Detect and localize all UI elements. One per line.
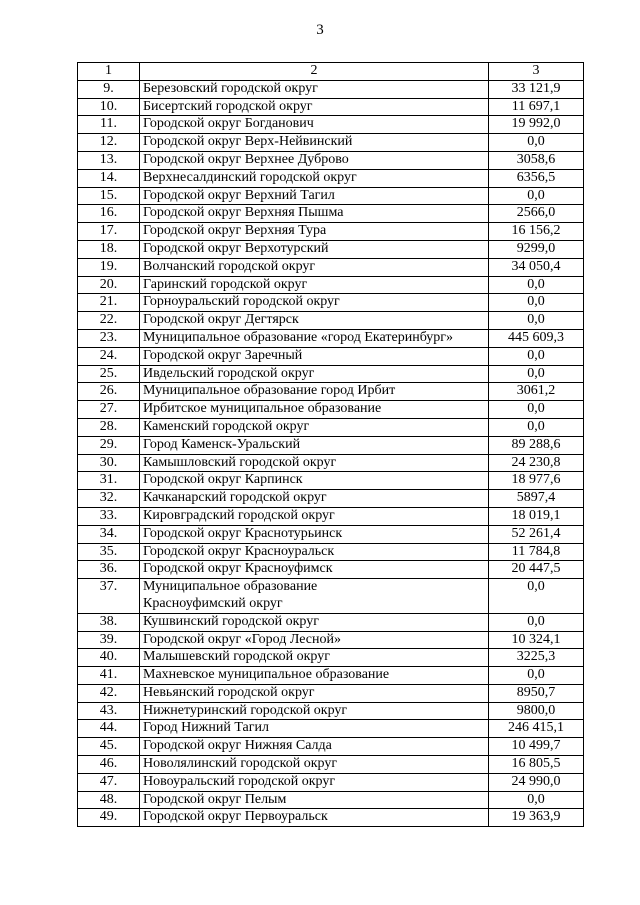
row-value: 3225,3 xyxy=(489,649,584,667)
row-number: 48. xyxy=(78,791,140,809)
table-row xyxy=(78,702,584,720)
row-municipality: Невьянский городской округ xyxy=(140,684,489,702)
row-municipality: Город Нижний Тагил xyxy=(140,720,489,738)
table-row xyxy=(78,187,584,205)
table-row xyxy=(78,347,584,365)
table-row xyxy=(78,720,584,738)
row-municipality: Ивдельский городской округ xyxy=(140,365,489,383)
row-municipality: Городской округ Верх-Нейвинский xyxy=(140,134,489,152)
row-number: 26. xyxy=(78,383,140,401)
row-municipality: Ирбитское муниципальное образование xyxy=(140,401,489,419)
row-value: 0,0 xyxy=(489,347,584,365)
row-municipality: Городской округ Верхняя Тура xyxy=(140,223,489,241)
row-municipality: Городской округ Нижняя Салда xyxy=(140,738,489,756)
row-municipality: Городской округ Пелым xyxy=(140,791,489,809)
row-value: 11 697,1 xyxy=(489,98,584,116)
table-row xyxy=(78,169,584,187)
table-row xyxy=(78,579,584,614)
table-row xyxy=(78,329,584,347)
row-municipality: Гаринский городской округ xyxy=(140,276,489,294)
header-cell-number: 1 xyxy=(78,63,140,81)
data-table xyxy=(77,62,584,827)
row-municipality: Городской округ Дегтярск xyxy=(140,312,489,330)
row-value: 445 609,3 xyxy=(489,329,584,347)
row-value: 24 230,8 xyxy=(489,454,584,472)
table-row xyxy=(78,543,584,561)
table-row xyxy=(78,667,584,685)
row-number: 29. xyxy=(78,436,140,454)
row-number: 13. xyxy=(78,151,140,169)
row-value: 0,0 xyxy=(489,365,584,383)
row-municipality: Бисертский городской округ xyxy=(140,98,489,116)
row-value: 20 447,5 xyxy=(489,561,584,579)
table-row xyxy=(78,490,584,508)
header-cell-name: 2 xyxy=(140,63,489,81)
row-municipality: Городской округ Красноуральск xyxy=(140,543,489,561)
table-row xyxy=(78,418,584,436)
table-row xyxy=(78,756,584,774)
row-number: 39. xyxy=(78,631,140,649)
table-row xyxy=(78,631,584,649)
row-value: 18 019,1 xyxy=(489,507,584,525)
row-number: 41. xyxy=(78,667,140,685)
row-value: 11 784,8 xyxy=(489,543,584,561)
row-number: 30. xyxy=(78,454,140,472)
row-number: 49. xyxy=(78,809,140,827)
row-municipality: Новоуральский городской округ xyxy=(140,773,489,791)
row-value: 19 363,9 xyxy=(489,809,584,827)
table-row xyxy=(78,809,584,827)
row-number: 21. xyxy=(78,294,140,312)
row-municipality: Городской округ Красноуфимск xyxy=(140,561,489,579)
row-value: 5897,4 xyxy=(489,490,584,508)
row-municipality: Городской округ Заречный xyxy=(140,347,489,365)
row-value: 246 415,1 xyxy=(489,720,584,738)
row-number: 15. xyxy=(78,187,140,205)
row-municipality: Березовский городской округ xyxy=(140,80,489,98)
row-municipality: Нижнетуринский городской округ xyxy=(140,702,489,720)
row-number: 14. xyxy=(78,169,140,187)
row-number: 37. xyxy=(78,579,140,614)
row-number: 35. xyxy=(78,543,140,561)
row-municipality: Муниципальное образование город Ирбит xyxy=(140,383,489,401)
row-municipality: Город Каменск-Уральский xyxy=(140,436,489,454)
table-row xyxy=(78,223,584,241)
row-number: 25. xyxy=(78,365,140,383)
row-municipality: Верхнесалдинский городской округ xyxy=(140,169,489,187)
row-number: 34. xyxy=(78,525,140,543)
row-municipality: Городской округ Верхний Тагил xyxy=(140,187,489,205)
row-municipality: Камышловский городской округ xyxy=(140,454,489,472)
table-row xyxy=(78,276,584,294)
row-number: 33. xyxy=(78,507,140,525)
table-row xyxy=(78,134,584,152)
table-row xyxy=(78,561,584,579)
table-row xyxy=(78,738,584,756)
table-row xyxy=(78,507,584,525)
table-row xyxy=(78,383,584,401)
table-row xyxy=(78,472,584,490)
row-value: 0,0 xyxy=(489,134,584,152)
row-value: 16 805,5 xyxy=(489,756,584,774)
row-municipality: Кировградский городской округ xyxy=(140,507,489,525)
row-number: 23. xyxy=(78,329,140,347)
table-row xyxy=(78,525,584,543)
row-number: 47. xyxy=(78,773,140,791)
row-value: 0,0 xyxy=(489,667,584,685)
row-municipality: Городской округ Верхнее Дуброво xyxy=(140,151,489,169)
row-number: 31. xyxy=(78,472,140,490)
row-value: 3058,6 xyxy=(489,151,584,169)
row-value: 19 992,0 xyxy=(489,116,584,134)
table-row xyxy=(78,773,584,791)
table-row xyxy=(78,401,584,419)
header-cell-value: 3 xyxy=(489,63,584,81)
row-value: 3061,2 xyxy=(489,383,584,401)
row-number: 19. xyxy=(78,258,140,276)
row-municipality: Качканарский городской округ xyxy=(140,490,489,508)
row-number: 24. xyxy=(78,347,140,365)
row-value: 8950,7 xyxy=(489,684,584,702)
row-number: 11. xyxy=(78,116,140,134)
row-number: 38. xyxy=(78,613,140,631)
row-number: 28. xyxy=(78,418,140,436)
table-row xyxy=(78,205,584,223)
row-municipality: Городской округ Верхотурский xyxy=(140,240,489,258)
row-value: 18 977,6 xyxy=(489,472,584,490)
row-value: 0,0 xyxy=(489,312,584,330)
table-row xyxy=(78,294,584,312)
row-value: 9800,0 xyxy=(489,702,584,720)
row-value: 0,0 xyxy=(489,791,584,809)
row-value: 9299,0 xyxy=(489,240,584,258)
row-municipality: Волчанский городской округ xyxy=(140,258,489,276)
row-municipality: Новолялинский городской округ xyxy=(140,756,489,774)
row-municipality: Кушвинский городской округ xyxy=(140,613,489,631)
table-header-row xyxy=(78,63,584,81)
row-municipality: Городской округ Краснотурьинск xyxy=(140,525,489,543)
table-row xyxy=(78,613,584,631)
row-value: 2566,0 xyxy=(489,205,584,223)
row-number: 43. xyxy=(78,702,140,720)
row-municipality: Городской округ Богданович xyxy=(140,116,489,134)
row-value: 0,0 xyxy=(489,187,584,205)
row-value: 52 261,4 xyxy=(489,525,584,543)
table-row xyxy=(78,98,584,116)
row-value: 6356,5 xyxy=(489,169,584,187)
row-number: 32. xyxy=(78,490,140,508)
row-municipality: Городской округ «Город Лесной» xyxy=(140,631,489,649)
row-number: 36. xyxy=(78,561,140,579)
row-municipality: Городской округ Карпинск xyxy=(140,472,489,490)
row-value: 0,0 xyxy=(489,613,584,631)
row-value: 34 050,4 xyxy=(489,258,584,276)
table-row xyxy=(78,151,584,169)
table-row xyxy=(78,258,584,276)
row-number: 42. xyxy=(78,684,140,702)
row-number: 40. xyxy=(78,649,140,667)
row-number: 18. xyxy=(78,240,140,258)
row-value: 10 324,1 xyxy=(489,631,584,649)
table-row xyxy=(78,649,584,667)
table-row xyxy=(78,116,584,134)
table-row xyxy=(78,80,584,98)
row-value: 0,0 xyxy=(489,276,584,294)
table-row xyxy=(78,454,584,472)
row-value: 0,0 xyxy=(489,401,584,419)
row-municipality: Горноуральский городской округ xyxy=(140,294,489,312)
page-number: 3 xyxy=(316,22,324,38)
row-municipality: Малышевский городской округ xyxy=(140,649,489,667)
table-row xyxy=(78,684,584,702)
row-value: 0,0 xyxy=(489,294,584,312)
row-value: 16 156,2 xyxy=(489,223,584,241)
row-number: 9. xyxy=(78,80,140,98)
row-municipality: Каменский городской округ xyxy=(140,418,489,436)
table-row xyxy=(78,436,584,454)
row-number: 17. xyxy=(78,223,140,241)
row-number: 16. xyxy=(78,205,140,223)
row-value: 0,0 xyxy=(489,418,584,436)
row-number: 10. xyxy=(78,98,140,116)
row-number: 12. xyxy=(78,134,140,152)
table-row xyxy=(78,240,584,258)
row-value: 10 499,7 xyxy=(489,738,584,756)
row-municipality: Городской округ Верхняя Пышма xyxy=(140,205,489,223)
row-number: 45. xyxy=(78,738,140,756)
row-number: 46. xyxy=(78,756,140,774)
row-municipality: Муниципальное образование Красноуфимский округ xyxy=(140,579,489,614)
row-municipality: Городской округ Первоуральск xyxy=(140,809,489,827)
row-number: 44. xyxy=(78,720,140,738)
row-municipality: Муниципальное образование «город Екатеринбург» xyxy=(140,329,489,347)
row-municipality: Махневское муниципальное образование xyxy=(140,667,489,685)
row-value: 0,0 xyxy=(489,579,584,614)
row-number: 22. xyxy=(78,312,140,330)
row-value: 89 288,6 xyxy=(489,436,584,454)
row-value: 33 121,9 xyxy=(489,80,584,98)
table-row xyxy=(78,365,584,383)
table-row xyxy=(78,791,584,809)
table-row xyxy=(78,312,584,330)
row-number: 20. xyxy=(78,276,140,294)
row-number: 27. xyxy=(78,401,140,419)
row-value: 24 990,0 xyxy=(489,773,584,791)
